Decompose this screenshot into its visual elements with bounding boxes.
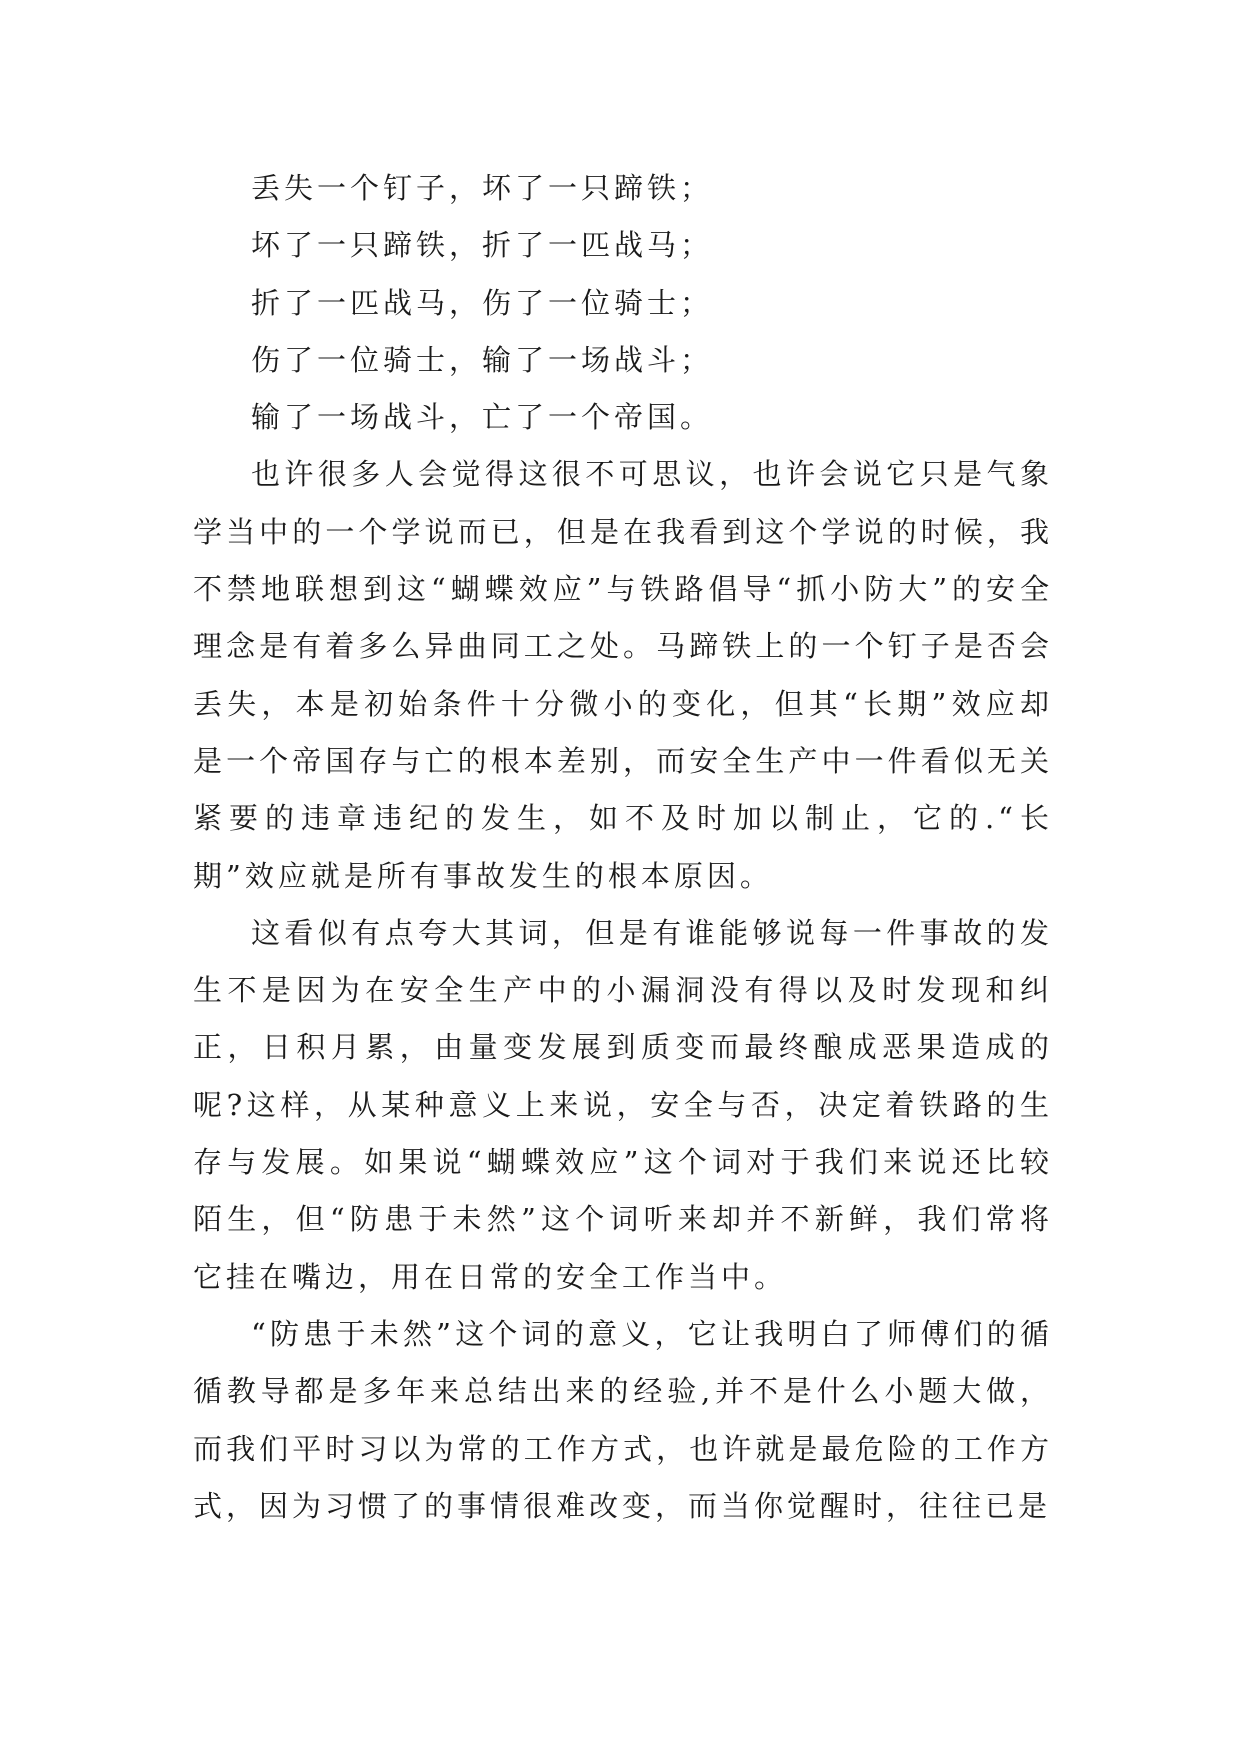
poem-line-3: 折了一匹战马，伤了一位骑士； — [251, 285, 714, 320]
poem-line-2: 坏了一只蹄铁，折了一匹战马； — [251, 228, 714, 263]
document-body — [193, 160, 1053, 1535]
poem-line-5: 输了一场战斗，亡了一个帝国。 — [251, 400, 714, 435]
paragraph-prevention: “防患于未然”这个词的意义，它让我明白了师傅们的循循教导都是多年来总结出来的经验,并不是什么小题大做，而我们平时习以为常的工作方式，也许就是最危险的工作方式，因为习惯了的事情很难改变，而当你觉醒时，往往已是 — [193, 1316, 1053, 1523]
paragraph-exaggeration: 这看似有点夸大其词，但是有谁能够说每一件事故的发生不是因为在安全生产中的小漏洞没有得以及时发现和纠正，日积月累，由量变发展到质变而最终酿成恶果造成的呢?这样，从某种意义上来说，安全与否，决定着铁路的生存与发展。如果说“蝴蝶效应”这个词对于我们来说还比较陌生，但“防患于未然”这个词听来却并不新鲜，我们常将它挂在嘴边，用在日常的安全工作当中。 — [193, 915, 1053, 1294]
paragraph-butterfly-effect: 也许很多人会觉得这很不可思议，也许会说它只是气象学当中的一个学说而已，但是在我看到这个学说的时候，我不禁地联想到这“蝴蝶效应”与铁路倡导“抓小防大”的安全理念是有着多么异曲同工之处。马蹄铁上的一个钉子是否会丢失，本是初始条件十分微小的变化，但其“长期”效应却是一个帝国存与亡的根本差别，而安全生产中一件看似无关紧要的违章违纪的发生，如不及时加以制止，它的.“长期”效应就是所有事故发生的根本原因。 — [193, 457, 1053, 893]
poem-line-1: 丢失一个钉子，坏了一只蹄铁； — [251, 171, 714, 205]
poem-line-4: 伤了一位骑士，输了一场战斗； — [251, 342, 714, 377]
